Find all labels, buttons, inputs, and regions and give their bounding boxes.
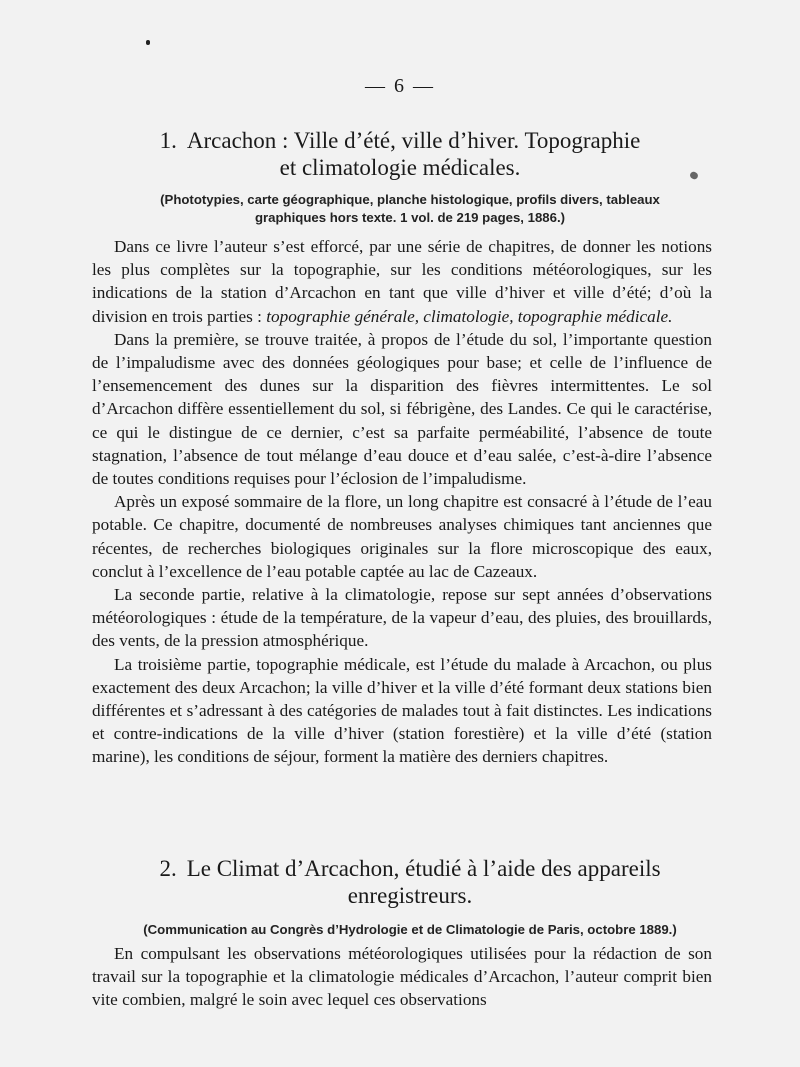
publication-note-line: graphiques hors texte. 1 vol. de 219 pages, 1886.) (254, 210, 566, 225)
publication-note-line: (Phototypies, carte géographique, planche histologique, profils divers, tableaux (160, 192, 660, 207)
italic-text: topographie générale, climatologie, topographie médicale. (266, 306, 673, 326)
section-number: 1. (159, 128, 177, 153)
section-body (92, 942, 712, 1012)
paragraph: La troisième partie, topographie médicale, est l’étude du malade à Arcachon, ou plus exactement des deux Arcachon; la ville d’hiver et la ville d’été formant deux stations bien différentes et s’adressant à des catégories de malades tout à fait distinctes. Les indications et contre-indications de la ville d’hiver (station forestière) et la ville d’été (station marine), les conditions de séjour, forment la matière des derniers chapitres. (92, 654, 712, 767)
section-title-continued: et climatologie médicales. (279, 155, 521, 180)
section-number: 2. (159, 856, 177, 881)
section-heading (110, 855, 710, 909)
ink-speck (146, 40, 150, 45)
paragraph: Après un exposé sommaire de la flore, un long chapitre est consacré à l’étude de l’eau potable. Ce chapitre, documenté de nombreuses analyses chimiques tant anciennes que récentes, de recherches biologiques originales sur la flore microscopique des eaux, conclut à l’excellence de l’eau potable captée au lac de Cazeaux. (92, 492, 712, 581)
paragraph-text: Dans ce livre l’auteur s’est efforcé, par une série de chapitres, de donner les notions les plus complètes sur la topographie, sur les conditions météorologiques, sur les indications de la station d’Arcachon en tant que ville d’hiver et ville d’été; d’où la division en trois parties : (92, 237, 712, 326)
paragraph (92, 235, 712, 328)
section-body (92, 235, 712, 769)
section-heading (100, 127, 700, 181)
paragraph: Dans la première, se trouve traitée, à propos de l’étude du sol, l’importante question de l’impaludisme avec des données géologiques pour base; et celle de l’influence de l’ensemencement des dunes sur la disparition des fièvres intermittentes. Le sol d’Arcachon diffère essentiellement du sol, si fébrigène, des Landes. Ce qui le caractérise, ce qui le distingue de ce dernier, c’est sa parfaite perméabilité, l’absence de toute stagnation, l’absence de tout mélange d’eau douce et d’eau salée, c’est-à-dire l’absence de toutes conditions requises pour l’éclosion de l’impaludisme. (92, 329, 712, 489)
section-heading-line (100, 127, 700, 154)
section-title-continued: enregistreurs. (347, 883, 473, 908)
publication-note (120, 191, 700, 227)
publication-note: (Communication au Congrès d’Hydrologie et de Climatologie de Paris, octobre 1889.) (143, 922, 677, 937)
paragraph: La seconde partie, relative à la climatologie, repose sur sept années d’observations météorologiques : étude de la température, de la vapeur d’eau, des pluies, des brouillards, des vents, de la pression atmosphérique. (92, 585, 712, 651)
page-number: — 6 — (365, 75, 435, 97)
paragraph: En compulsant les observations météorologiques utilisées pour la rédaction de son travail sur la topographie et la climatologie médicales d’Arcachon, l’auteur comprit bien vite combien, malgré le soin avec lequel ces observations (92, 944, 712, 1010)
section-title: Le Climat d’Arcachon, étudié à l’aide des appareils (186, 856, 661, 881)
section-heading-line (110, 855, 710, 882)
section-title: Arcachon : Ville d’été, ville d’hiver. Topographie (186, 128, 641, 153)
